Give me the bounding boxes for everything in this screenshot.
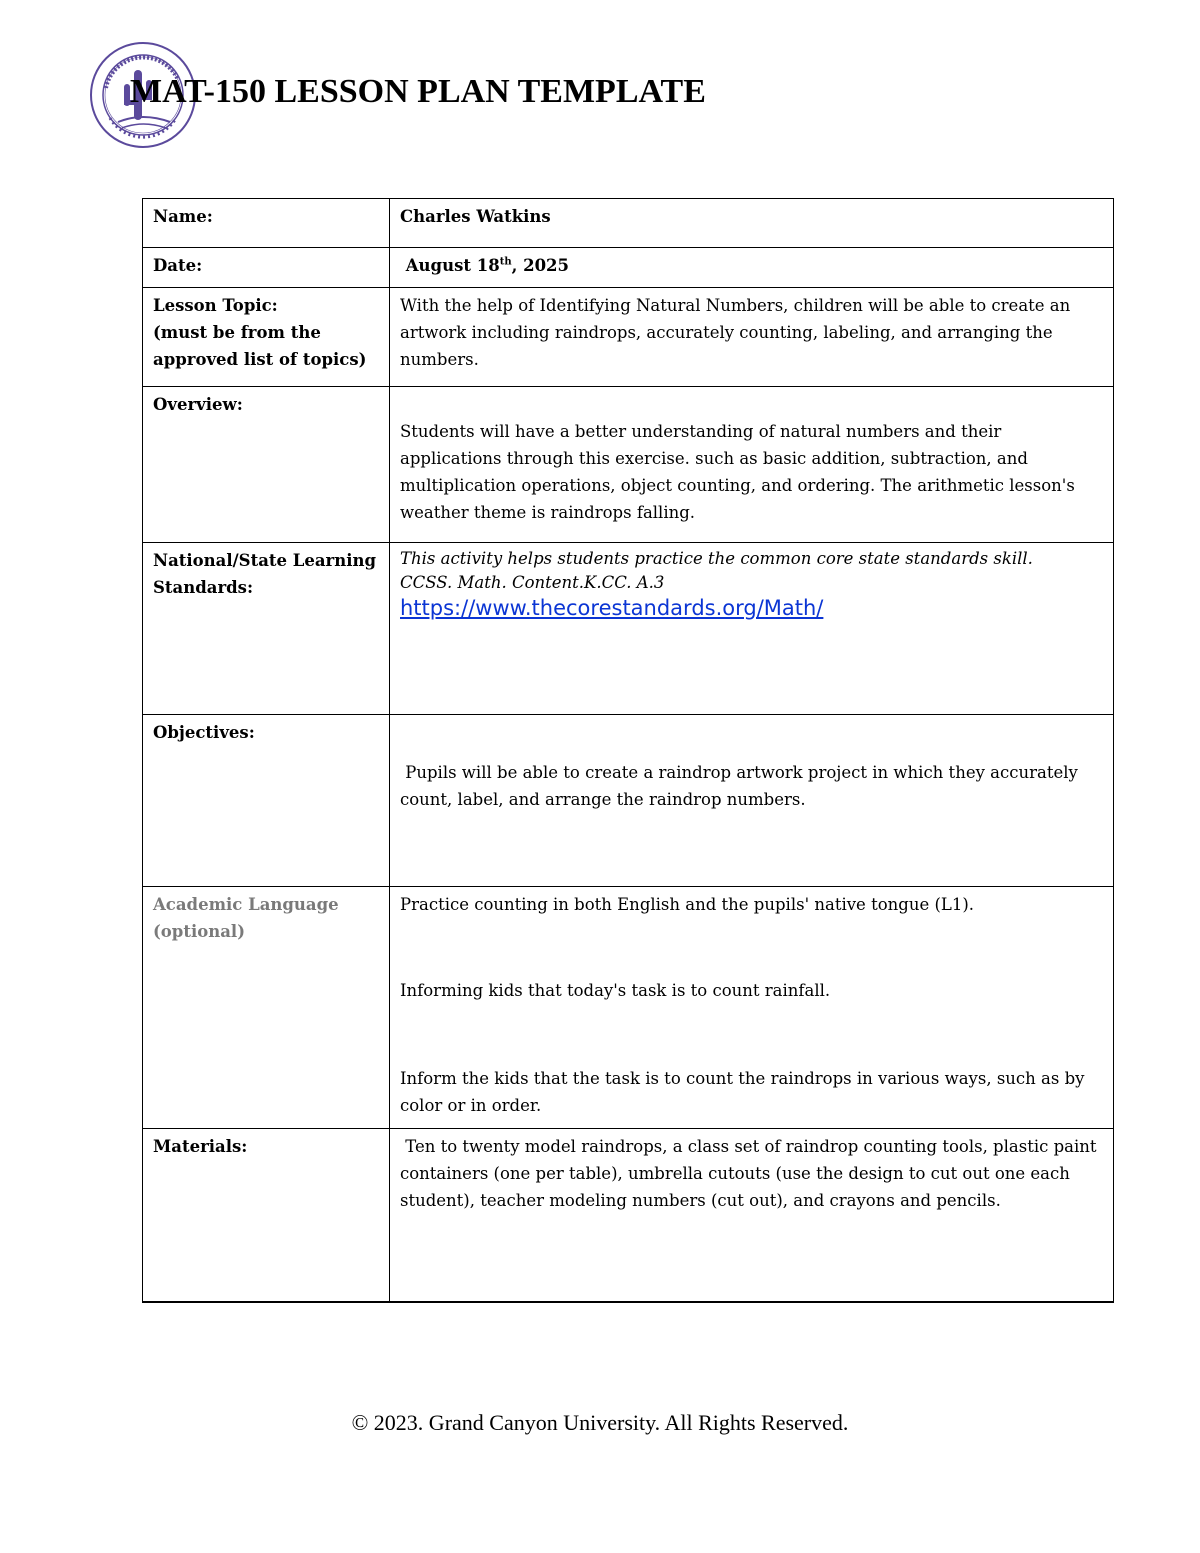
overview-value: Students will have a better understanding of natural numbers and their applications through this exercise. such as basic addition, subtraction, and multiplication operations, object counting, and ordering. The arithmetic lesson's weather theme is raindrops falling. <box>400 422 1075 522</box>
objectives-label: Objectives: <box>143 715 390 887</box>
copyright-footer: © 2023. Grand Canyon University. All Rights Reserved. <box>351 1410 849 1435</box>
academic-language-label-line1: Academic Language <box>153 895 339 914</box>
table-row-academic-language <box>143 887 1114 1129</box>
objectives-value: Pupils will be able to create a raindrop artwork project in which they accurately count, label, and arrange the raindrop numbers. <box>400 763 1084 809</box>
table-row-overview <box>143 387 1114 543</box>
academic-language-item2: Informing kids that today's task is to count rainfall. <box>400 981 831 1000</box>
lesson-topic-label-line3: approved list of topics) <box>153 350 367 369</box>
overview-cell <box>390 387 1114 543</box>
academic-language-item1: Practice counting in both English and the pupils' native tongue (L1). <box>400 895 975 914</box>
materials-value: Ten to twenty model raindrops, a class set of raindrop counting tools, plastic paint containers (one per table), umbrella cutouts (use the design to cut out one each student), teacher modeling numbers (cut out), and crayons and pencils. <box>390 1129 1114 1302</box>
academic-language-cell <box>390 887 1114 1129</box>
document-title: MAT-150 LESSON PLAN TEMPLATE <box>130 73 706 110</box>
standards-label-line2: Standards: <box>153 578 254 597</box>
standards-label-line1: National/State Learning <box>153 551 377 570</box>
standards-code: CCSS. Math. Content.K.CC. A.3 <box>400 573 665 592</box>
standards-cell <box>390 543 1114 715</box>
academic-language-item3: Inform the kids that the task is to count the raindrops in various ways, such as by color or in order. <box>400 1069 1085 1115</box>
name-label: Name: <box>143 199 390 248</box>
lesson-topic-label-line2: (must be from the <box>153 323 321 342</box>
date-suffix: th <box>499 256 512 268</box>
date-year: , 2025 <box>511 256 570 275</box>
lesson-plan-table <box>142 198 1114 1303</box>
standards-label <box>143 543 390 715</box>
table-row-lesson-topic <box>143 288 1114 387</box>
table-row-name <box>143 199 1114 248</box>
lesson-topic-label-line1: Lesson Topic: <box>153 296 278 315</box>
table-row-materials <box>143 1129 1114 1302</box>
name-value: Charles Watkins <box>390 199 1114 248</box>
academic-language-label <box>143 887 390 1129</box>
lesson-topic-value: With the help of Identifying Natural Numbers, children will be able to create an artwork including raindrops, accurately counting, labeling, and arranging the numbers. <box>390 288 1114 387</box>
date-label: Date: <box>143 248 390 288</box>
overview-label: Overview: <box>143 387 390 543</box>
date-main: August 18 <box>405 256 500 275</box>
materials-label: Materials: <box>143 1129 390 1302</box>
standards-line1: This activity helps students practice the common core state standards skill. <box>400 549 1033 568</box>
date-value <box>390 248 1114 288</box>
table-row-date <box>143 248 1114 288</box>
academic-language-label-line2: (optional) <box>153 922 246 941</box>
standards-link[interactable]: https://www.thecorestandards.org/Math/ <box>400 596 824 620</box>
objectives-cell <box>390 715 1114 887</box>
table-row-standards <box>143 543 1114 715</box>
table-row-objectives <box>143 715 1114 887</box>
lesson-topic-label <box>143 288 390 387</box>
